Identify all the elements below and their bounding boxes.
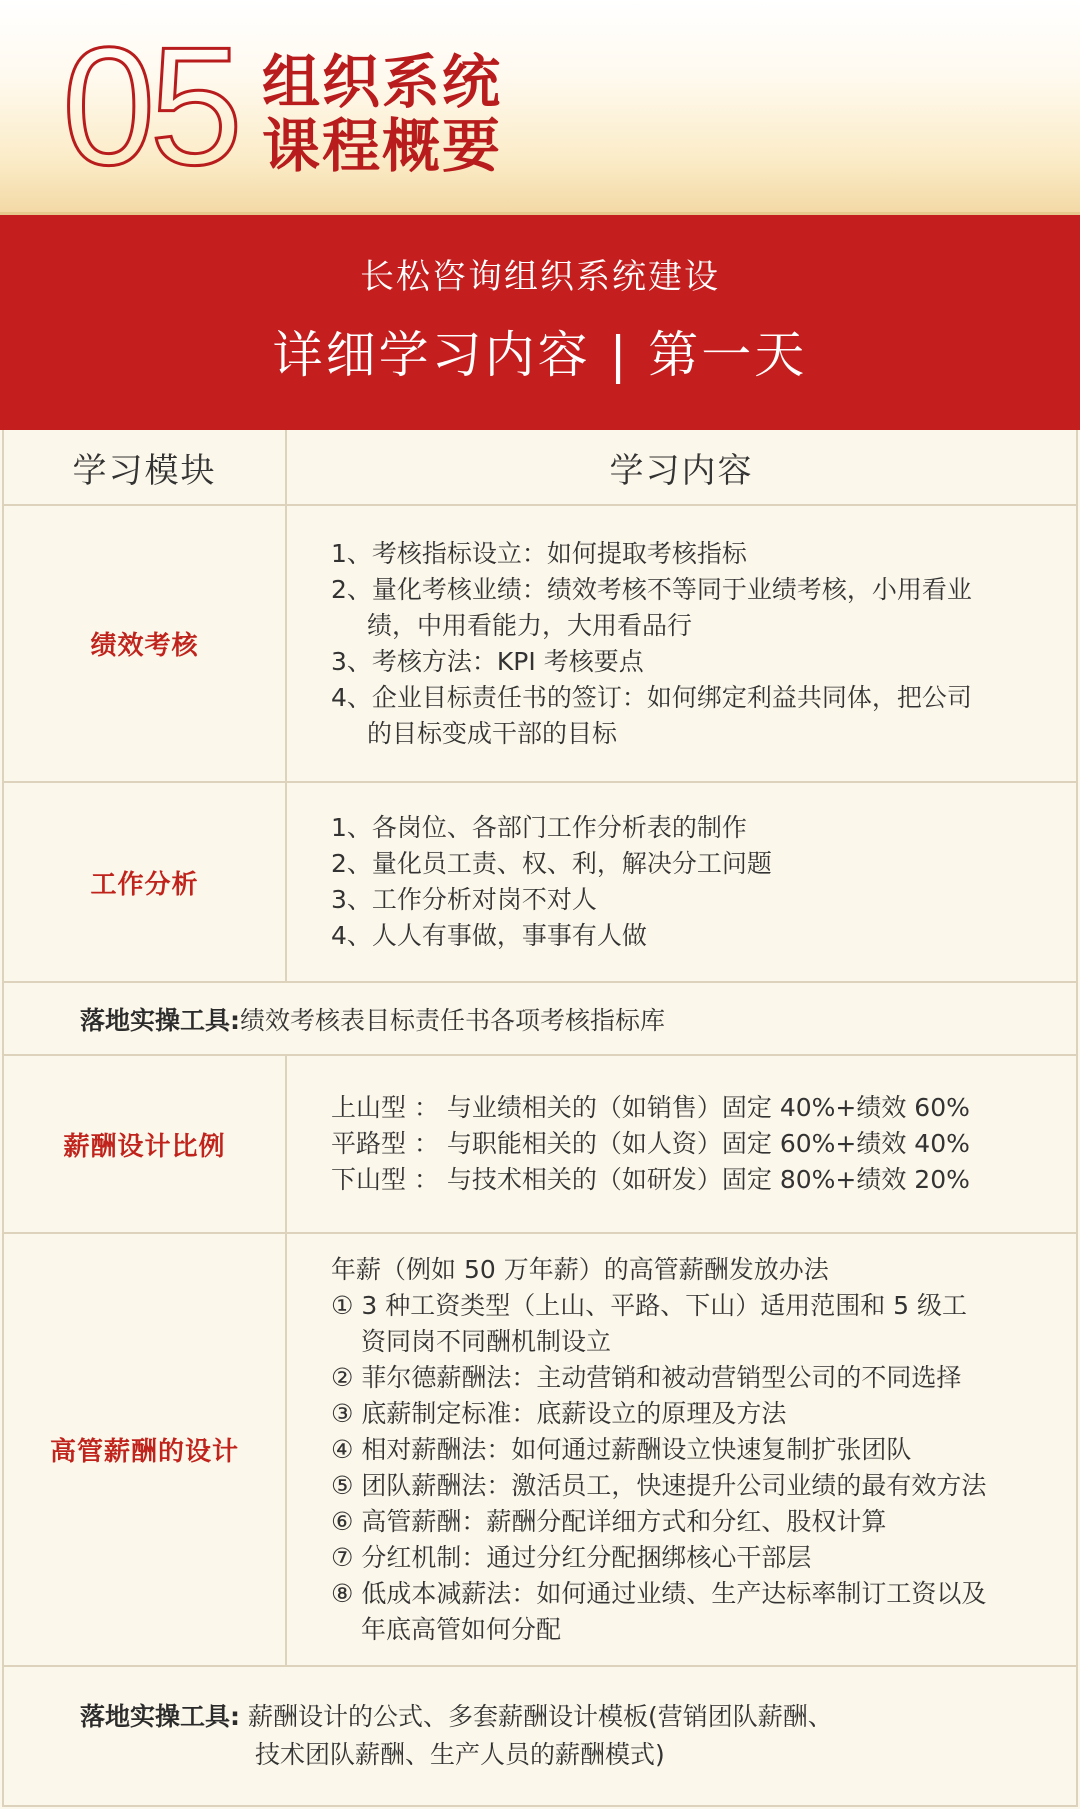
banner-subtitle: 长松咨询组织系统建设 [360, 257, 720, 297]
list-item: 3、工作分析对岗不对人 [331, 885, 597, 914]
tool-row [4, 983, 1076, 1056]
list-item: ④ 相对薪酬法：如何通过薪酬设立快速复制扩张团队 [331, 1434, 912, 1464]
column-header-module: 学习模块 [4, 430, 287, 504]
list-item: 平路型 ： 与职能相关的（如人资）固定 60%+绩效 40% [331, 1129, 970, 1158]
module-name: 工作分析 [90, 869, 199, 900]
table-row [4, 1056, 1076, 1234]
section-title-line2: 课程概要 [262, 112, 503, 180]
list-item: ③ 底薪制定标准：底薪设立的原理及方法 [331, 1398, 787, 1428]
tool-label: 落地实操工具: [80, 1005, 240, 1035]
list-item: 4、人人有事做，事事有人做 [331, 921, 647, 950]
tool-line [80, 1698, 1076, 1736]
banner [0, 212, 1080, 430]
list-item: 下山型 ： 与技术相关的（如研发）固定 80%+绩效 20% [331, 1165, 970, 1194]
tool-text-line2: 技术团队薪酬、生产人员的薪酬模式) [255, 1740, 665, 1769]
list-item: 2、量化考核业绩：绩效考核不等同于业绩考核，小用看业 绩，中用看能力，大用看品行 [331, 574, 972, 640]
list-item: ⑥ 高管薪酬：薪酬分配详细方式和分红、股权计算 [331, 1506, 887, 1536]
tool-label: 落地实操工具: [80, 1702, 240, 1731]
list-item: 2、量化员工责、权、利，解决分工问题 [331, 849, 772, 878]
list-item: 上山型 ： 与业绩相关的（如销售）固定 40%+绩效 60% [331, 1093, 970, 1122]
list-item: ⑧ 低成本减薪法：如何通过业绩、生产达标率制订工资以及 年底高管如何分配 [331, 1578, 987, 1644]
list-item: 1、各岗位、各部门工作分析表的制作 [331, 813, 747, 842]
module-cell [4, 1234, 287, 1665]
section-title-line1: 组织系统 [262, 48, 503, 116]
module-name: 高管薪酬的设计 [49, 1437, 239, 1467]
module-name: 薪酬设计比例 [63, 1131, 226, 1162]
content-cell [287, 1234, 1076, 1665]
course-table [2, 430, 1078, 1807]
content-cell [287, 783, 1076, 981]
banner-title: 详细学习内容 | 第一天 [272, 326, 808, 384]
content-cell [287, 1056, 1076, 1232]
header [0, 0, 1080, 212]
tool-row [4, 1667, 1076, 1807]
list-item: 年薪（例如 50 万年薪）的高管薪酬发放办法 [331, 1254, 829, 1284]
content-cell [287, 506, 1076, 781]
list-item: ⑤ 团队薪酬法：激活员工，快速提升公司业绩的最有效方法 [331, 1470, 987, 1500]
list-item: 1、考核指标设立：如何提取考核指标 [331, 538, 747, 568]
list-item: ⑦ 分红机制：通过分红分配捆绑核心干部层 [331, 1542, 812, 1572]
module-name: 绩效考核 [90, 631, 199, 661]
column-header-content-label: 学习内容 [609, 450, 754, 491]
list-item: ① 3 种工资类型（上山、平路、下山）适用范围和 5 级工 资同岗不同酬机制设立 [331, 1290, 968, 1356]
module-cell [4, 1056, 287, 1232]
list-item: 3、考核方法：KPI 考核要点 [331, 646, 644, 676]
tool-text: 绩效考核表目标责任书各项考核指标库 [240, 1005, 666, 1035]
tool-text: 薪酬设计的公式、多套薪酬设计模板(营销团队薪酬、 [240, 1702, 833, 1731]
table-row [4, 1234, 1076, 1667]
module-cell [4, 506, 287, 781]
table-row [4, 506, 1076, 783]
section-title [262, 50, 502, 178]
list-item: 4、企业目标责任书的签订：如何绑定利益共同体，把公司 的目标变成干部的目标 [331, 682, 972, 748]
table-header-row [4, 430, 1076, 506]
section-number: 05 [62, 12, 237, 200]
table-row [4, 783, 1076, 983]
list-item: ② 菲尔德薪酬法：主动营销和被动营销型公司的不同选择 [331, 1362, 962, 1392]
column-header-content [287, 430, 1076, 504]
module-cell [4, 783, 287, 981]
